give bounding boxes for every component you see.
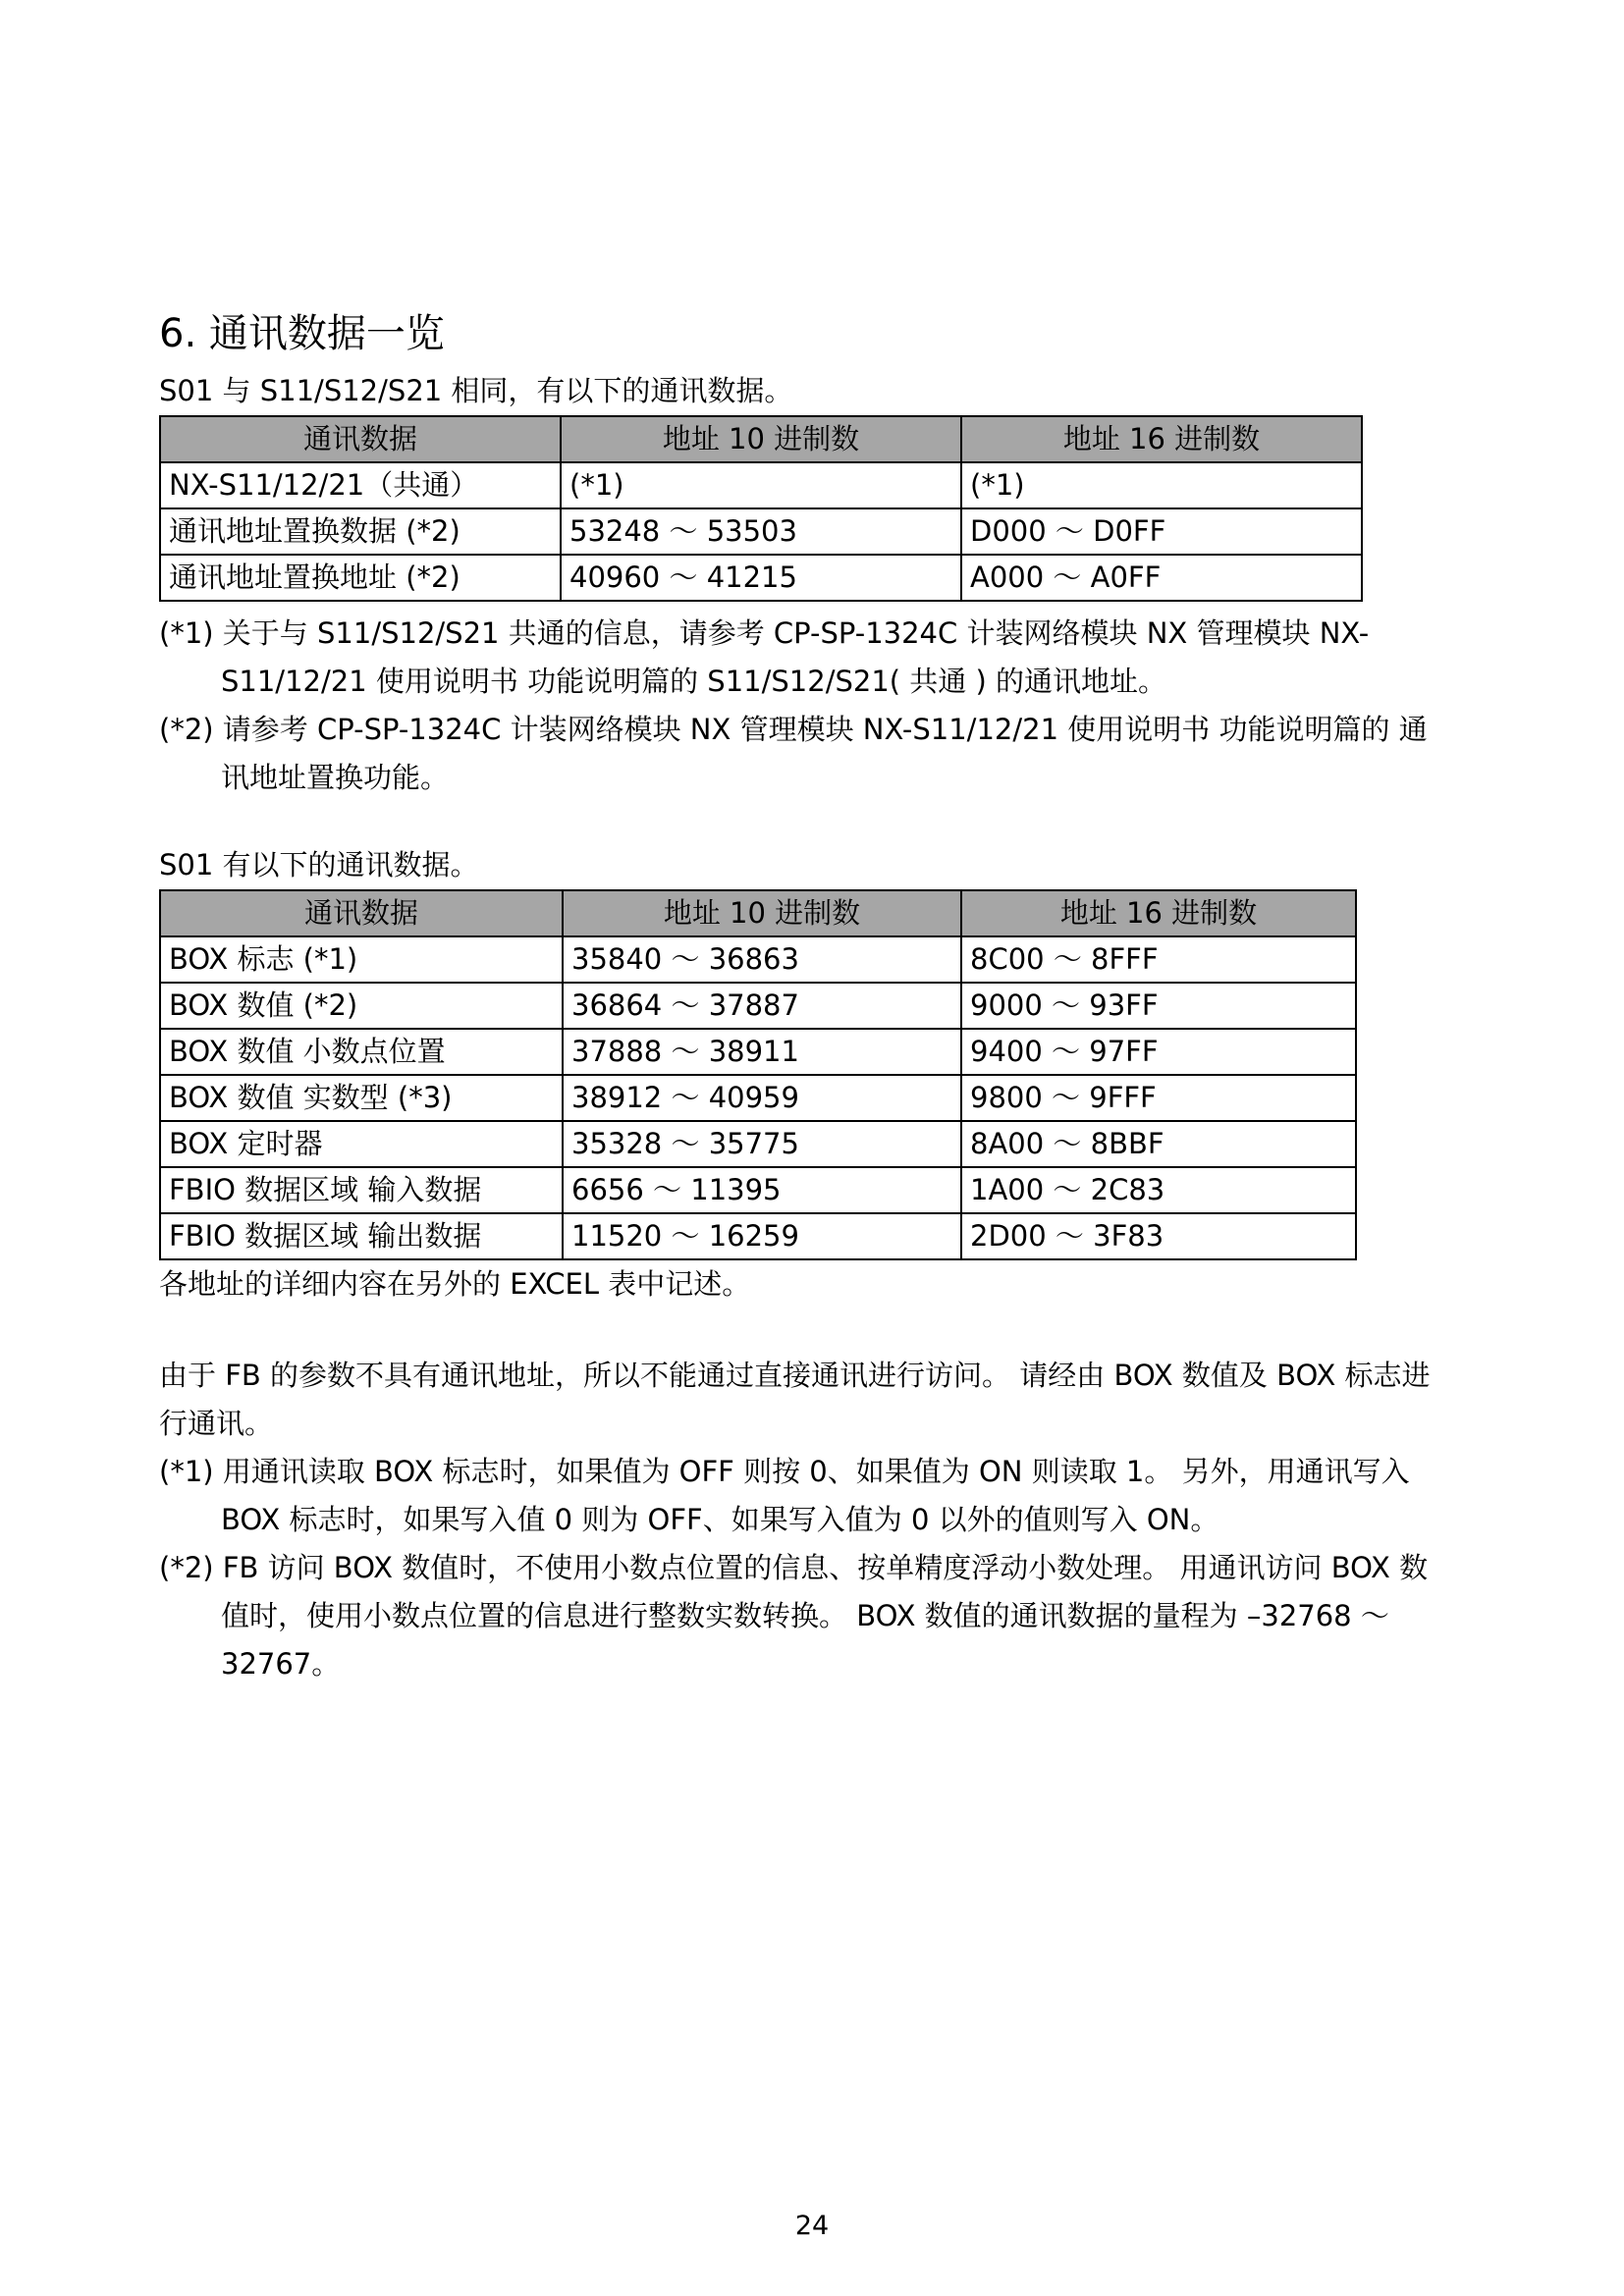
table-cell: 2D00 ～ 3F83: [961, 1213, 1356, 1259]
table-row: [160, 462, 1362, 508]
table-cell: BOX 标志 (*1): [160, 936, 563, 983]
table-cell: 9400 ～ 97FF: [961, 1029, 1356, 1075]
intro-text-1: S01 与 S11/S12/S21 相同，有以下的通讯数据。: [159, 374, 793, 407]
column-header: 地址 16 进制数: [961, 890, 1356, 936]
column-header: 地址 16 进制数: [961, 416, 1362, 462]
table-cell: 11520 ～ 16259: [563, 1213, 961, 1259]
table-cell: 38912 ～ 40959: [563, 1075, 961, 1121]
footnote-2: (*2) 请参考 CP-SP-1324C 计装网络模块 NX 管理模块 NX-S11/12/21 使用说明书 功能说明篇的 通讯地址置换功能。: [159, 713, 1428, 794]
table-cell: 9800 ～ 9FFF: [961, 1075, 1356, 1121]
section-heading: 6. 通讯数据一览: [159, 311, 445, 356]
table-row: [160, 508, 1362, 555]
table-cell: D000 ～ D0FF: [961, 508, 1362, 555]
table-cell: 35328 ～ 35775: [563, 1121, 961, 1167]
table-cell: NX-S11/12/21（共通）: [160, 462, 561, 508]
table-cell: FBIO 数据区域 输入数据: [160, 1167, 563, 1213]
table-cell: BOX 数值 (*2): [160, 983, 563, 1029]
table-row: [160, 555, 1362, 601]
table-row: [160, 1121, 1356, 1167]
table-cell: (*1): [561, 462, 961, 508]
table-row: [160, 1213, 1356, 1259]
intro-text-2: S01 有以下的通讯数据。: [159, 848, 479, 881]
table-cell: 8C00 ～ 8FFF: [961, 936, 1356, 983]
table-cell: BOX 定时器: [160, 1121, 563, 1167]
footnote-1: (*1) 关于与 S11/S12/S21 共通的信息，请参考 CP-SP-1324C 计装网络模块 NX 管理模块 NX-S11/12/21 使用说明书 功能说明篇的 S11/S12/S21( 共通 ) 的通讯地址。: [159, 616, 1370, 698]
table-row: [160, 1029, 1356, 1075]
table-cell: 9000 ～ 93FF: [961, 983, 1356, 1029]
table-header-row: [160, 416, 1362, 462]
footnote-3: (*1) 用通讯读取 BOX 标志时，如果值为 OFF 则按 0、如果值为 ON 则读取 1。 另外，用通讯写入 BOX 标志时，如果写入值 0 则为 OFF、如果写入值为 0 以外的值则写入 ON。: [159, 1455, 1410, 1536]
table-cell: A000 ～ A0FF: [961, 555, 1362, 601]
page-number: 24: [794, 2211, 830, 2241]
table-cell: 40960 ～ 41215: [561, 555, 961, 601]
s01-data-table: [159, 889, 1357, 1260]
table-header-row: [160, 890, 1356, 936]
table-cell: 通讯地址置换数据 (*2): [160, 508, 561, 555]
table-cell: 6656 ～ 11395: [563, 1167, 961, 1213]
table-row: [160, 936, 1356, 983]
table-cell: 1A00 ～ 2C83: [961, 1167, 1356, 1213]
common-data-table: [159, 415, 1363, 602]
table-cell: 37888 ～ 38911: [563, 1029, 961, 1075]
document-page: [159, 306, 1435, 1688]
table-cell: 35840 ～ 36863: [563, 936, 961, 983]
column-header: 通讯数据: [160, 890, 563, 936]
table-cell: FBIO 数据区域 输出数据: [160, 1213, 563, 1259]
column-header: 通讯数据: [160, 416, 561, 462]
table-footnote: 各地址的详细内容在另外的 EXCEL 表中记述。: [159, 1267, 751, 1301]
column-header: 地址 10 进制数: [561, 416, 961, 462]
table-cell: BOX 数值 实数型 (*3): [160, 1075, 563, 1121]
table-row: [160, 983, 1356, 1029]
column-header: 地址 10 进制数: [563, 890, 961, 936]
body-paragraph: 由于 FB 的参数不具有通讯地址，所以不能通过直接通讯进行访问。 请经由 BOX 数值及 BOX 标志进行通讯。: [159, 1359, 1431, 1440]
table-cell: 通讯地址置换地址 (*2): [160, 555, 561, 601]
table-cell: BOX 数值 小数点位置: [160, 1029, 563, 1075]
table-row: [160, 1075, 1356, 1121]
table-cell: (*1): [961, 462, 1362, 508]
table-cell: 53248 ～ 53503: [561, 508, 961, 555]
table-cell: 36864 ～ 37887: [563, 983, 961, 1029]
table-row: [160, 1167, 1356, 1213]
table-cell: 8A00 ～ 8BBF: [961, 1121, 1356, 1167]
footnote-4: (*2) FB 访问 BOX 数值时，不使用小数点位置的信息、按单精度浮动小数处理。 用通讯访问 BOX 数值时，使用小数点位置的信息进行整数实数转换。 BOX 数值的通讯数据的量程为 –32768 ～ 32767。: [159, 1551, 1429, 1681]
